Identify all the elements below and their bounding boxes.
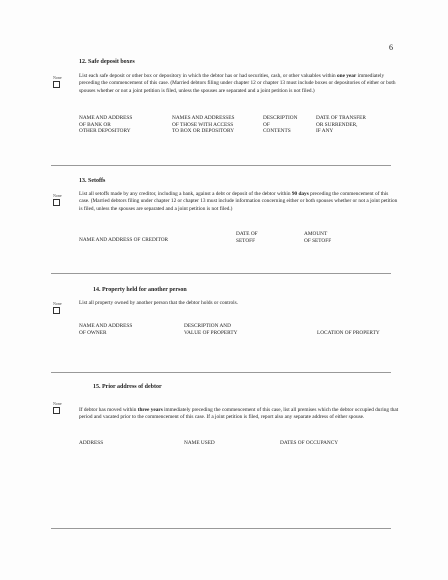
column-header: DESCRIPTION OF CONTENTS — [263, 115, 298, 134]
section-title: 14. Property held for another person — [93, 287, 187, 293]
none-checkbox[interactable] — [53, 199, 60, 206]
none-label: None — [53, 193, 62, 198]
column-header: DATE OF TRANSFER OR SURRENDER, IF ANY — [316, 115, 366, 134]
none-label: None — [53, 301, 62, 306]
section-divider — [51, 528, 391, 529]
column-header: LOCATION OF PROPERTY — [317, 330, 380, 336]
column-header: NAME AND ADDRESS OF BANK OR OTHER DEPOSITORY — [79, 115, 133, 134]
none-checkbox[interactable] — [53, 81, 60, 88]
section-description: List all setoffs made by any creditor, including a bank, against a debt or deposit of the debtor within 90 days preceding the commencement of this case. (Married debtors filing under chapter 12 or chapter 13 must include information concerning either or both spouses whether or not a joint petition is filed, unless the spouses are separated and a joint petition is not filed.) — [79, 191, 398, 212]
section-description: List all property owned by another person that the debtor holds or controls. — [79, 300, 239, 306]
section-description: If debtor has moved within three years immediately preceding the commencement of this case, list all premises which the debtor occupied during that period and vacated prior to the commencement of this case. If a joint petition is filed, report also any separate address of either spouse. — [79, 407, 399, 421]
column-header: NAME AND ADDRESS OF CREDITOR — [79, 237, 169, 243]
column-header: DATE OF SETOFF — [236, 231, 258, 244]
column-header: NAMES AND ADDRESSES OF THOSE WITH ACCESS TO BOX OR DEPOSITORY — [172, 115, 235, 134]
section-description: List each safe deposit or other box or depository in which the debtor has or had securities, cash, or other valuables within one year immediately preceding the commencement of this case. (Married debtors filing under chapter 12 or chapter 13 must include boxes or depositories of either or both spouses whether or not a joint petition is filed, unless the spouses are separated and a joint petition is not filed.) — [79, 73, 396, 94]
section-title: 12. Safe deposit boxes — [79, 59, 135, 65]
column-header: ADDRESS — [79, 440, 104, 446]
section-title: 15. Prior address of debtor — [93, 384, 162, 390]
column-header: NAME USED — [184, 440, 215, 446]
none-checkbox[interactable] — [53, 407, 60, 414]
section-divider — [51, 165, 391, 166]
column-header: AMOUNT OF SETOFF — [304, 231, 332, 244]
section-divider — [51, 273, 391, 274]
none-label: None — [53, 75, 62, 80]
none-checkbox[interactable] — [53, 307, 60, 314]
column-header: NAME AND ADDRESS OF OWNER — [79, 323, 133, 336]
section-title: 13. Setoffs — [79, 178, 106, 184]
page-number: 6 — [389, 43, 393, 52]
none-label: None — [53, 401, 62, 406]
section-divider — [51, 372, 391, 373]
column-header: DATES OF OCCUPANCY — [280, 440, 339, 446]
column-header: DESCRIPTION AND VALUE OF PROPERTY — [184, 323, 238, 336]
